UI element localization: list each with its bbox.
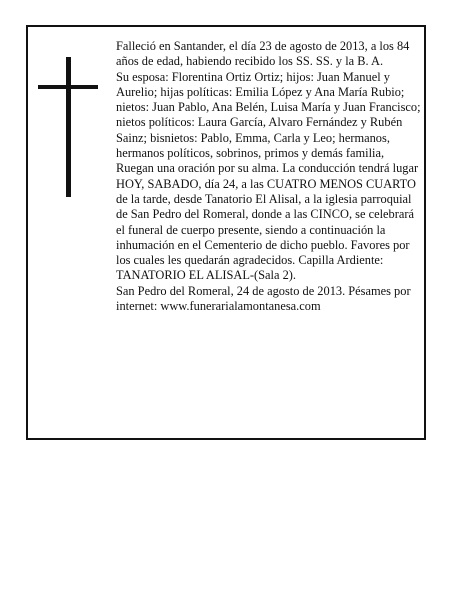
obituary-notice <box>26 25 426 440</box>
obituary-text <box>116 39 424 314</box>
death-announcement: Falleció en Santander, el día 23 de agosto de 2013, a los 84 años de edad, habiendo recibido los SS. SS. y la B. A. <box>116 39 410 69</box>
family-list: Su esposa: Florentina Ortiz Ortiz; hijos: Juan Manuel y Aurelio; hijas políticas: Emilia López y Ana María Rubio; nietos: Juan Pablo, Ana Belén, Luisa María y Juan Francisco; nietos políticos: Laura García, Alvaro Fernández y Rubén Sainz; bisnietos: Pablo, Emma, Carla y Leo; hermanos, hermanos políticos, sobrinos, primos y demás familia, <box>116 69 421 161</box>
place-date-condolences: San Pedro del Romeral, 24 de agosto de 2013. Pésames por internet: www.funerarialamontanesa.com <box>116 283 411 314</box>
cross-horizontal-bar <box>38 85 98 89</box>
cross-vertical-bar <box>66 57 71 197</box>
funeral-details: Ruegan una oración por su alma. La conducción tendrá lugar HOY, SABADO, día 24, a las CUATRO MENOS CUARTO de la tarde, desde Tanatorio El Alisal, a la iglesia parroquial de San Pedro del Romeral, donde a las CINCO, se celebrará el funeral de cuerpo presente, siendo a continuación la inhumación en el Cementerio de dicho pueblo. Favores por los cuales les quedarán agradecidos. Capilla Ardiente: TANATORIO EL ALISAL-(Sala 2). <box>116 161 419 283</box>
